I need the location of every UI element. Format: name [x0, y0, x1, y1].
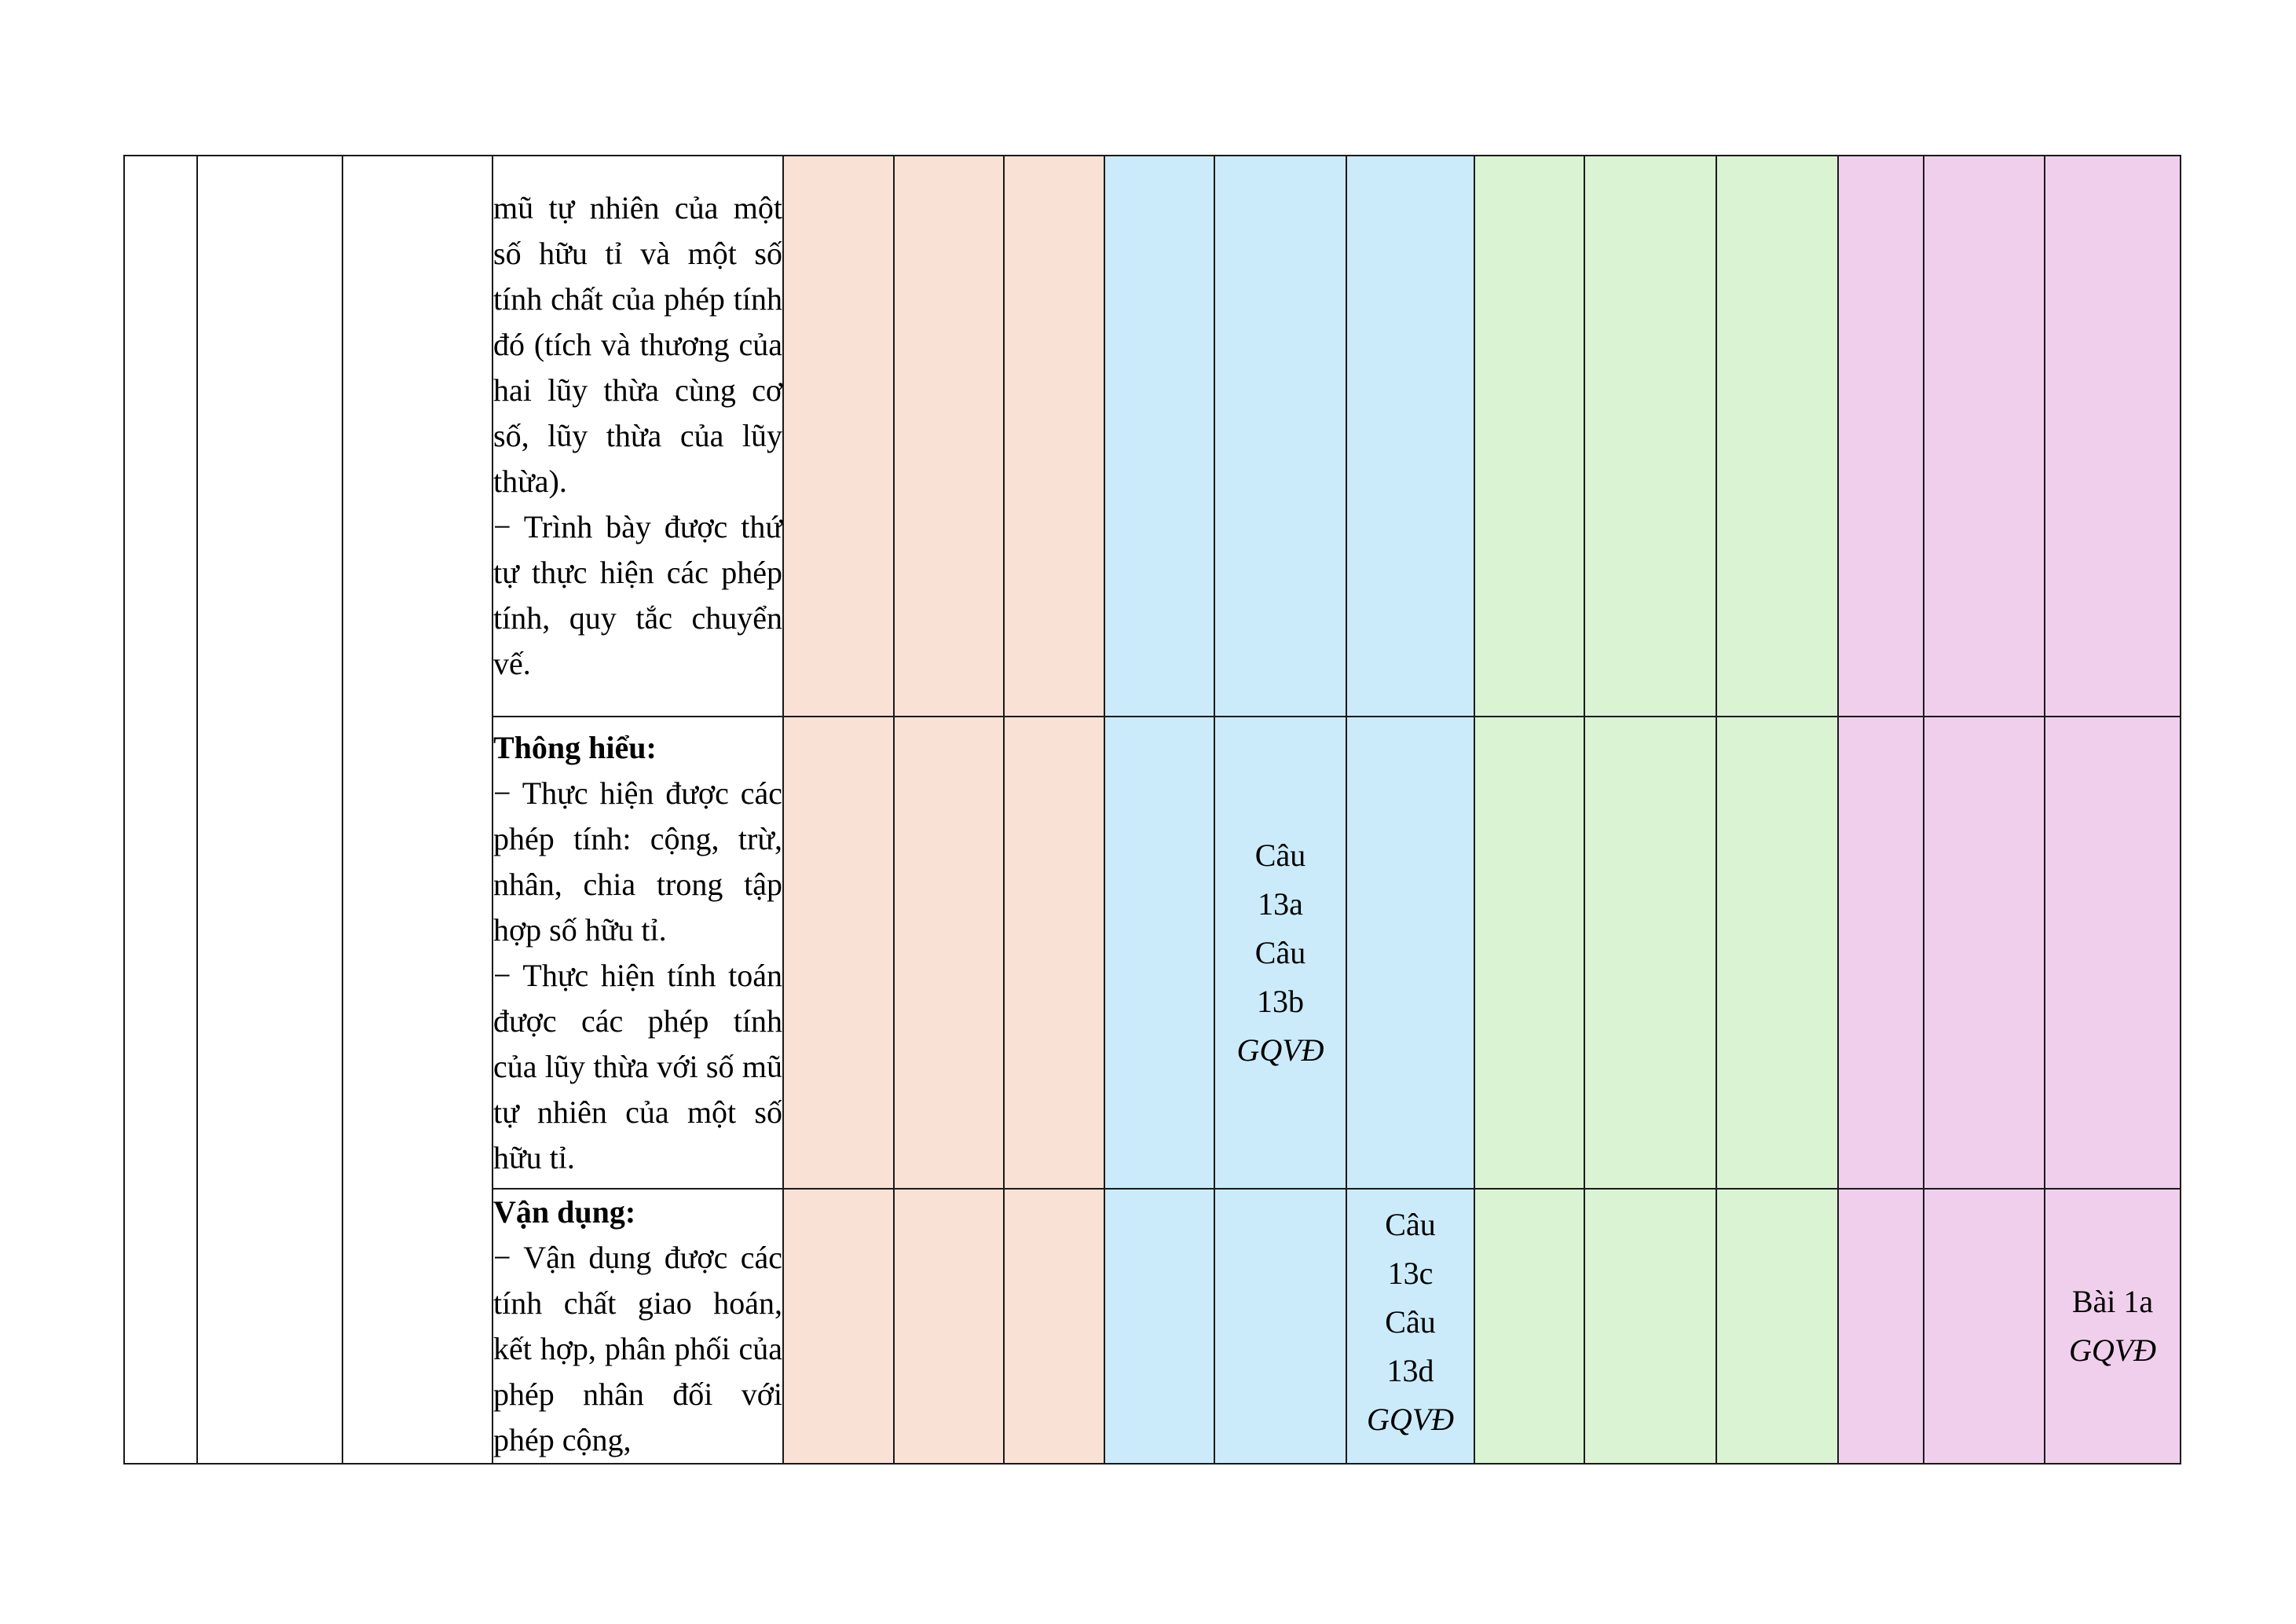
- level3-cell: [1584, 717, 1716, 1189]
- question-number: 13a: [1258, 885, 1303, 922]
- level2-cell: [1104, 717, 1214, 1189]
- essay-label: Bài 1a: [2071, 1284, 2154, 1319]
- level3-cell: [1474, 1189, 1584, 1464]
- level2-cell: [1104, 156, 1214, 717]
- level3-cell: [1716, 1189, 1838, 1464]
- level1-cell: [1004, 156, 1104, 717]
- level1-cell: [894, 156, 1004, 717]
- level1-cell: [783, 1189, 894, 1464]
- level2-cell: [1104, 1189, 1214, 1464]
- question-label: Câu: [1385, 1304, 1436, 1340]
- level4-cell: [1838, 1189, 1924, 1464]
- question-reference-cell: [1346, 1189, 1474, 1464]
- question-number: 13b: [1257, 983, 1304, 1019]
- question-number: 13d: [1386, 1353, 1434, 1388]
- question-label: Câu: [1254, 934, 1306, 970]
- requirement-line: mũ tự nhiên của một số hữu tỉ và một số tính chất của phép tính đó (tích và thương của hai lũy thừa cùng cơ số, lũy thừa của lũy thừa).: [493, 190, 782, 499]
- requirement-description: [493, 717, 783, 1189]
- level3-cell: [1474, 717, 1584, 1189]
- level4-cell: [1838, 717, 1924, 1189]
- level4-cell: [1924, 1189, 2045, 1464]
- requirement-line: − Thực hiện được các phép tính: cộng, trừ, nhân, chia trong tập hợp số hữu tỉ.: [493, 775, 782, 948]
- content-unit-cell: [342, 156, 493, 1464]
- level2-cell: [1346, 156, 1474, 717]
- level2-cell: [1214, 1189, 1346, 1464]
- level4-cell: [1838, 156, 1924, 717]
- question-reference-cell: [1214, 717, 1346, 1189]
- competency-code: GQVĐ: [2068, 1333, 2157, 1368]
- question-number: 13c: [1387, 1256, 1434, 1291]
- level3-cell: [1584, 156, 1716, 717]
- topic-cell: [197, 156, 342, 1464]
- specification-matrix-table: [123, 155, 2181, 1465]
- question-label: Câu: [1385, 1207, 1436, 1242]
- competency-code: GQVĐ: [1236, 1032, 1324, 1068]
- level1-cell: [894, 717, 1004, 1189]
- question-label: Câu: [1254, 837, 1306, 873]
- requirement-line: − Vận dụng được các tính chất giao hoán, kết hợp, phân phối của phép nhân đối với phép cộng,: [493, 1240, 782, 1457]
- level-title: Thông hiểu:: [493, 729, 657, 765]
- level1-cell: [783, 717, 894, 1189]
- requirement-line: − Trình bày được thứ tự thực hiện các phép tính, quy tắc chuyển vế.: [493, 509, 782, 681]
- table-row: [124, 156, 2181, 717]
- level1-cell: [783, 156, 894, 717]
- level2-cell: [1214, 156, 1346, 717]
- level-title: Vận dụng:: [493, 1194, 636, 1230]
- level3-cell: [1716, 156, 1838, 717]
- level1-cell: [1004, 717, 1104, 1189]
- level4-cell: [2045, 717, 2181, 1189]
- level3-cell: [1474, 156, 1584, 717]
- requirement-description: [493, 156, 783, 717]
- level3-cell: [1716, 717, 1838, 1189]
- level1-cell: [894, 1189, 1004, 1464]
- competency-code: GQVĐ: [1366, 1402, 1455, 1437]
- level1-cell: [1004, 1189, 1104, 1464]
- level4-cell: [1924, 717, 2045, 1189]
- requirement-line: − Thực hiện tính toán được các phép tính của lũy thừa với số mũ tự nhiên của một số hữu tỉ.: [493, 957, 782, 1175]
- level2-cell: [1346, 717, 1474, 1189]
- requirement-description: [493, 1189, 783, 1464]
- order-cell: [124, 156, 197, 1464]
- essay-reference-cell: [2045, 1189, 2181, 1464]
- level4-cell: [2045, 156, 2181, 717]
- level3-cell: [1584, 1189, 1716, 1464]
- level4-cell: [1924, 156, 2045, 717]
